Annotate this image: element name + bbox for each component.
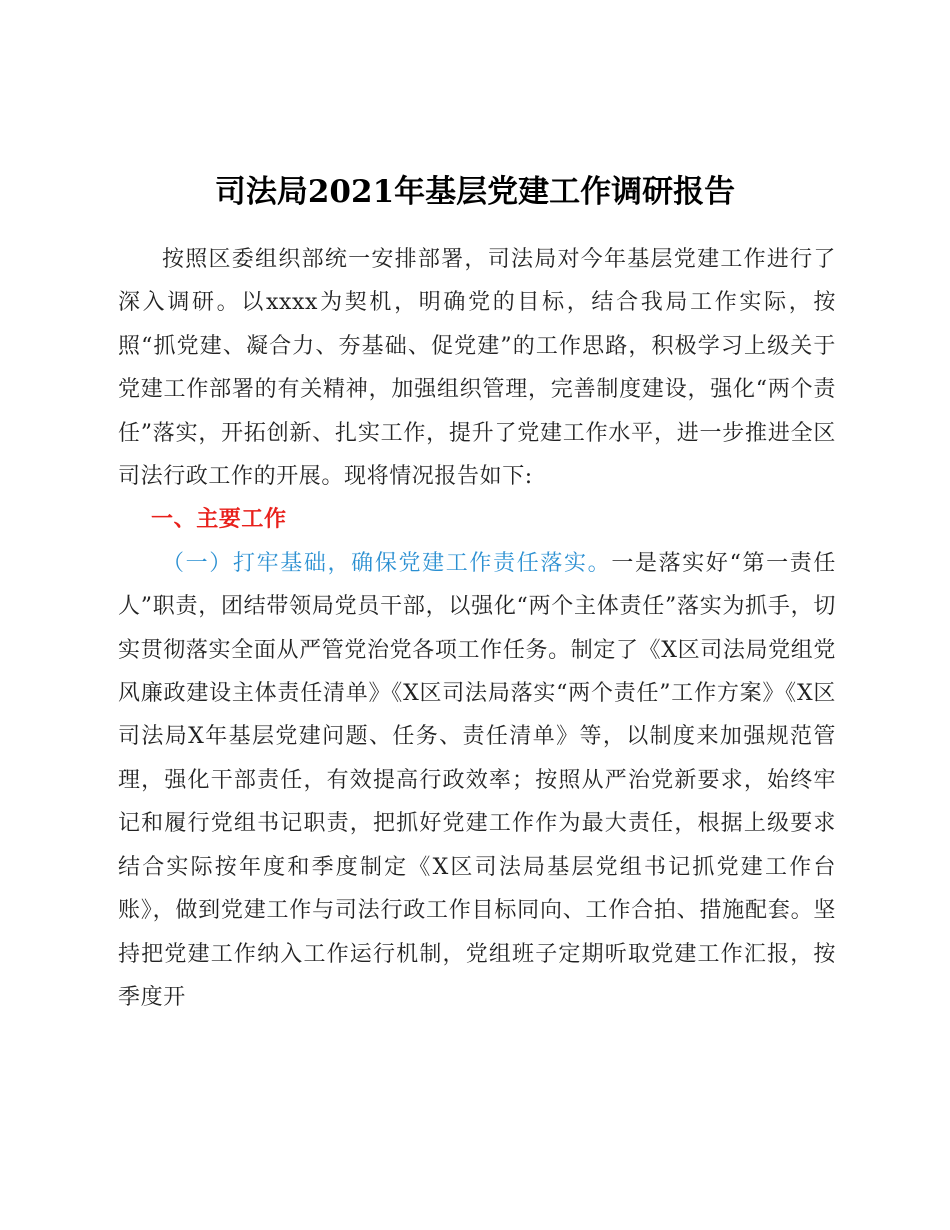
document-body (118, 238, 836, 1019)
subsection-text: 一是落实好“第一责任人”职责，团结带领局党员干部，以强化“两个主体责任”落实为抓手，切实贯彻落实全面从严管党治党各项工作任务。制定了《X区司法局党组党风廉政建设主体责任清单》《X区司法局落实“两个责任”工作方案》《X区司法局X年基层党建问题、任务、责任清单》等，以制度来加强规范管理，强化干部责任，有效提高行政效率；按照从严治党新要求，始终牢记和履行党组书记职责，把抓好党建工作作为最大责任，根据上级要求结合实际按年度和季度制定《X区司法局基层党组书记抓党建工作台账》，做到党建工作与司法行政工作目标同向、工作合拍、措施配套。坚持把党建工作纳入工作运行机制，党组班子定期听取党建工作汇报，按季度开 (118, 550, 837, 1010)
section-paragraph (118, 542, 836, 1019)
page-title: 司法局2021年基层党建工作调研报告 (214, 174, 736, 210)
intro-paragraph: 按照区委组织部统一安排部署，司法局对今年基层党建工作进行了深入调研。以xxxx为契机，明确党的目标，结合我局工作实际，按照“抓党建、凝合力、夯基础、促党建”的工作思路，积极学习上级关于党建工作部署的有关精神，加强组织管理，完善制度建设，强化“两个责任”落实，开拓创新、扎实工作，提升了党建工作水平，进一步推进全区司法行政工作的开展。现将情况报告如下: (118, 247, 836, 490)
subsection-heading: （一）打牢基础，确保党建工作责任落实。 (162, 550, 612, 576)
section-heading-main-work: 一、主要工作 (151, 507, 287, 533)
